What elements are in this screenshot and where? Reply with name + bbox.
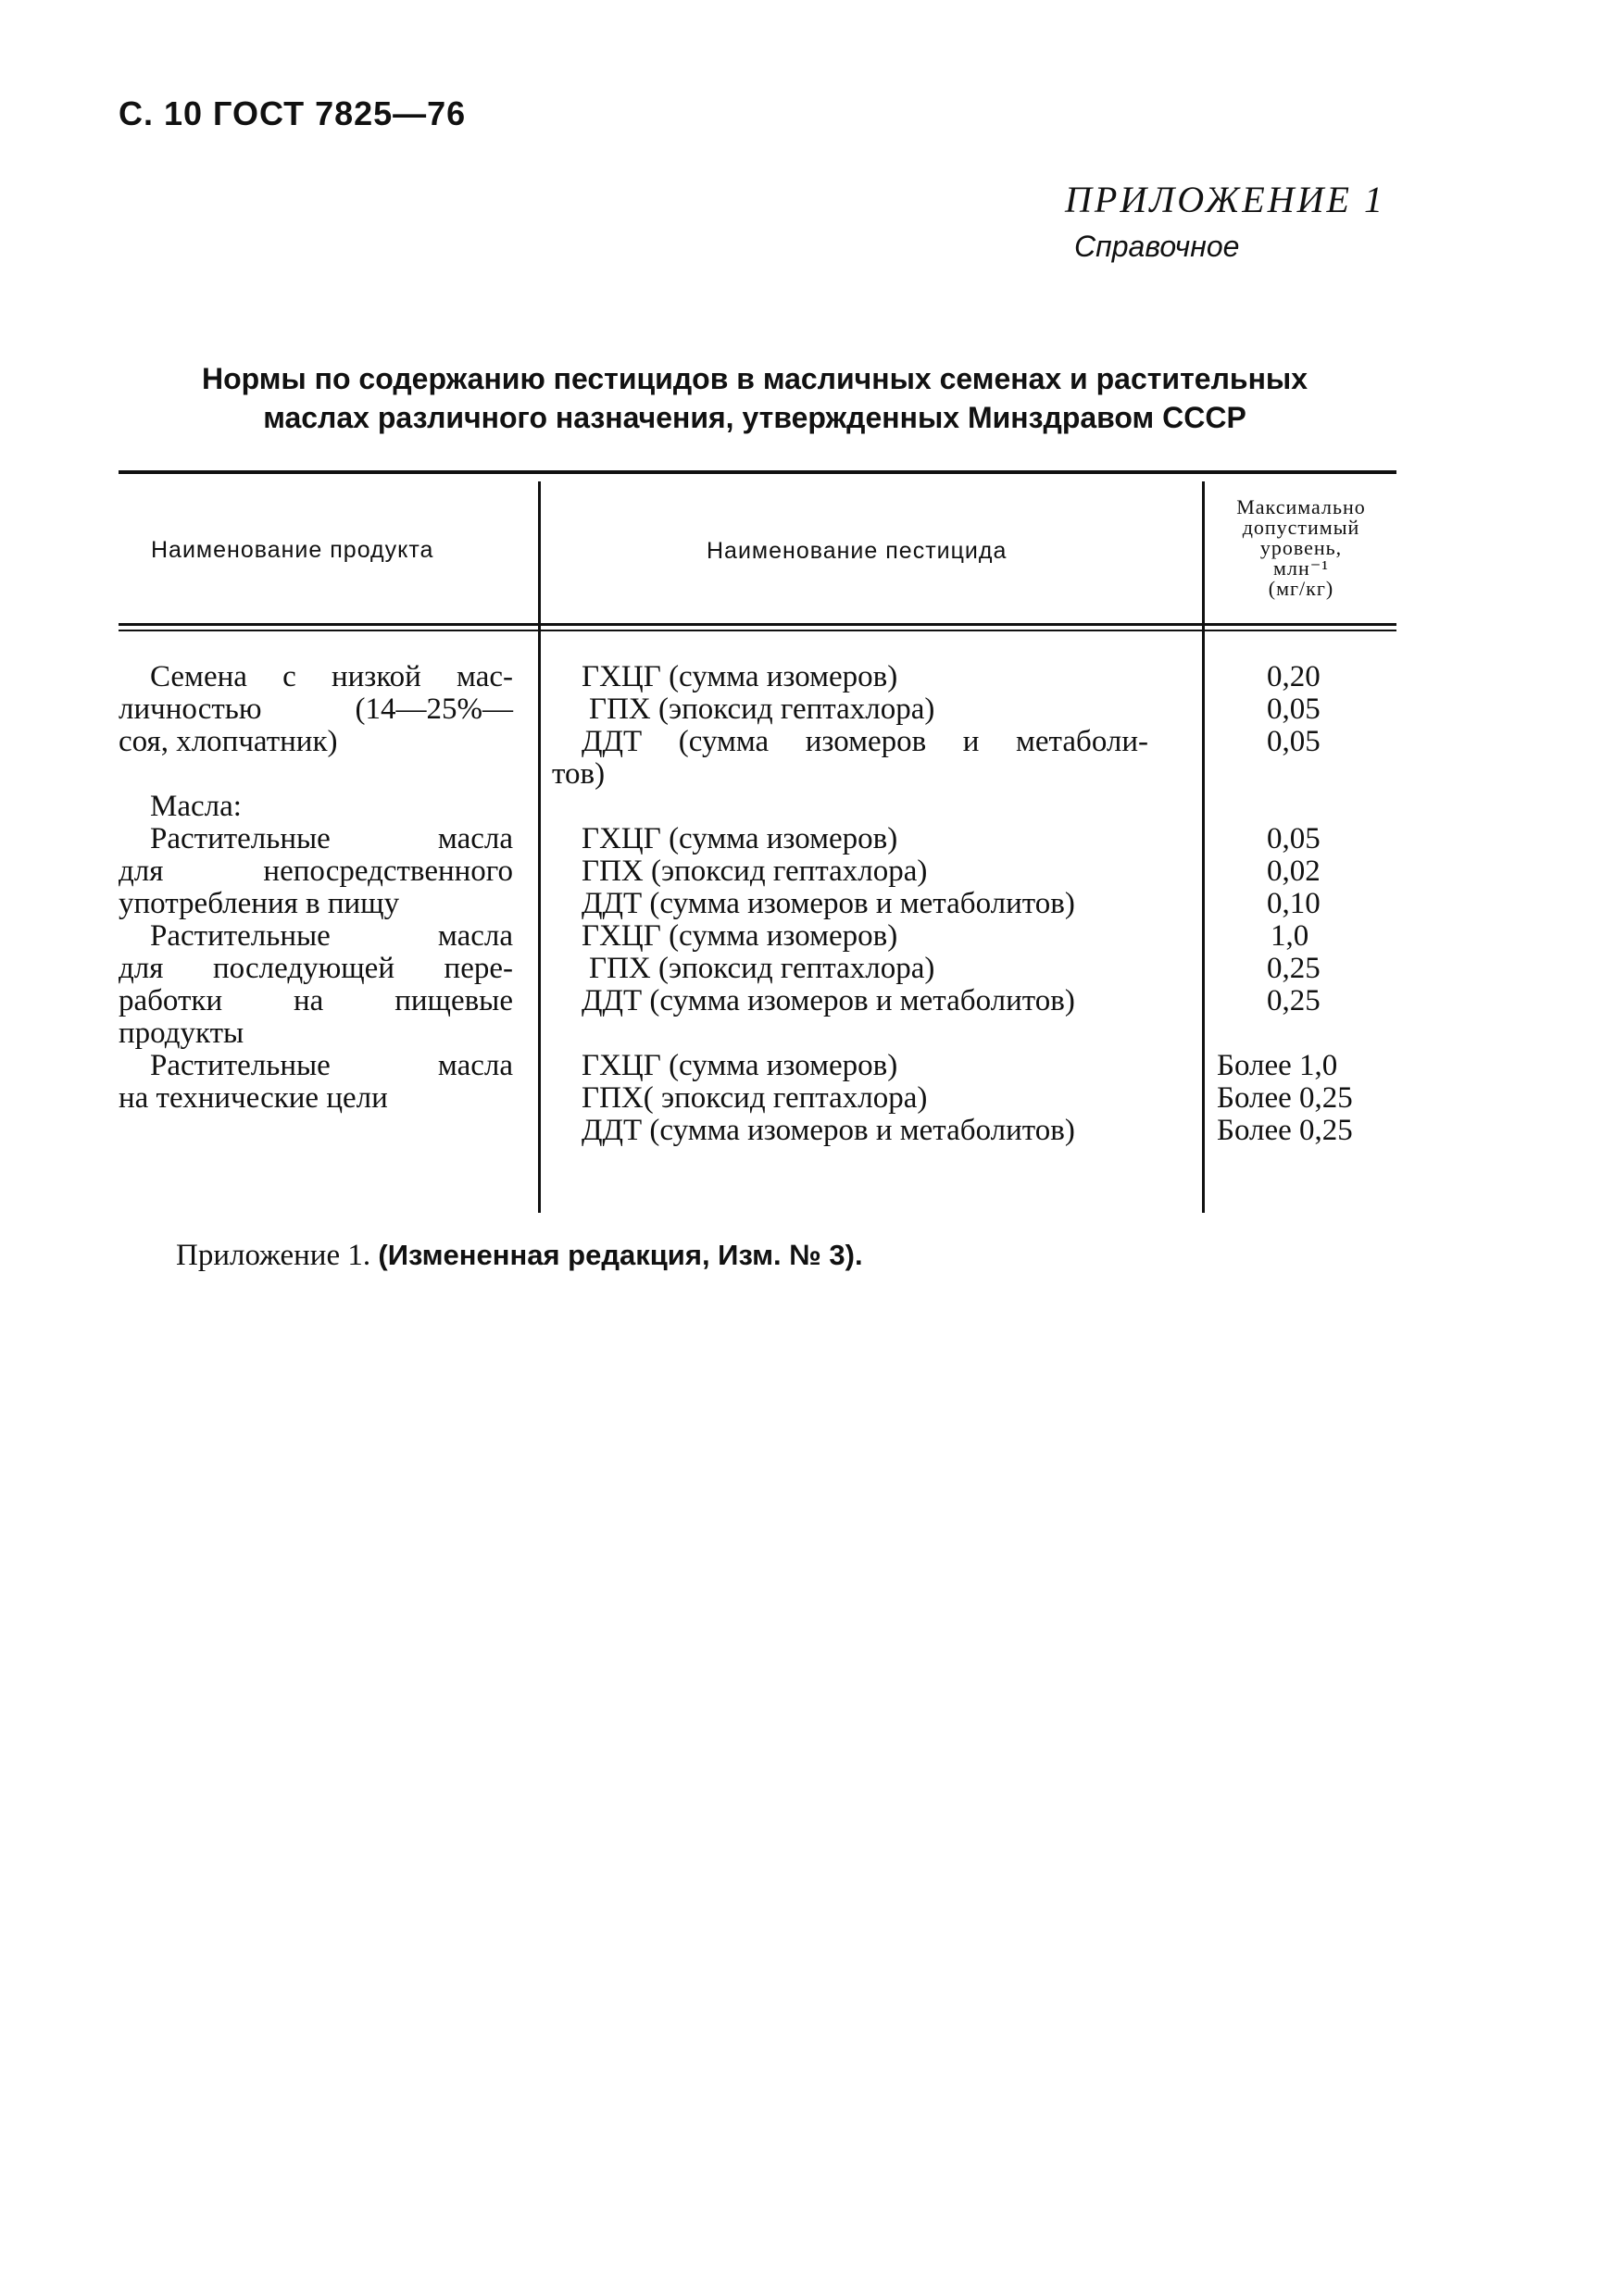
product-cell-line: Растительные масла [150,822,513,855]
value-cell: 0,02 [1267,855,1321,888]
pesticide-cell: ГПХ (эпоксид гептахлора) [589,952,935,985]
pesticide-cell-continuation: тов) [552,757,606,791]
pesticide-cell: ГХЦГ (сумма изомеров) [582,660,898,693]
document-title-line: маслах различного назначения, утвержденных Минздравом СССР [263,401,1246,434]
product-cell-line: для непосредственного [119,855,513,888]
value-cell: 0,05 [1267,822,1321,855]
value-cell: 0,05 [1267,725,1321,758]
pesticide-cell: ДДТ (сумма изомеров и метаболитов) [582,887,1075,920]
header-bottom-rule-2 [119,630,1396,631]
value-cell: 0,10 [1267,887,1321,920]
value-cell: 1,0 [1271,919,1309,953]
pesticide-cell: ДДТ (сумма изомеров и метаболитов) [582,1114,1075,1147]
header-max-level: Максимально допустимый уровень, млн⁻¹ (мг/кг) [1236,495,1366,600]
product-cell-line: работки на пищевые [119,984,513,1017]
value-cell: 0,25 [1267,952,1321,985]
value-cell: Более 0,25 [1217,1114,1353,1147]
document-title [139,359,1371,437]
column-divider-2 [1202,481,1205,1213]
pesticide-cell: ГПХ( эпоксид гептахлора) [582,1081,928,1115]
product-cell-line: Растительные масла [150,919,513,953]
table-top-rule [119,470,1396,474]
value-cell: 0,25 [1267,984,1321,1017]
value-cell: Более 1,0 [1217,1049,1338,1082]
pesticide-cell: ДДТ (сумма изомеров и метаболитов) [582,984,1075,1017]
pesticide-cell: ГПХ (эпоксид гептахлора) [582,855,928,888]
pesticide-cell: ГХЦГ (сумма изомеров) [582,919,898,953]
product-cell-line: соя, хлопчатник) [119,725,338,758]
product-cell-line: Семена с низкой мас- [150,660,513,693]
amendment-note [176,1239,863,1273]
value-cell: 0,05 [1267,693,1321,726]
header-bottom-rule [119,623,1396,626]
pesticide-cell: ГПХ (эпоксид гептахлора) [589,693,935,726]
product-cell-line: Растительные масла [150,1049,513,1082]
product-cell-line: для последующей пере- [119,952,513,985]
product-cell-line: продукты [119,1017,244,1050]
pesticide-cell: ГХЦГ (сумма изомеров) [582,1049,898,1082]
header-product: Наименование продукта [151,537,434,563]
product-cell-line: на технические цели [119,1081,388,1115]
value-cell: Более 0,25 [1217,1081,1353,1115]
amendment-note-text: (Измененная редакция, Изм. № 3). [378,1239,863,1271]
appendix-title: ПРИЛОЖЕНИЕ 1 [1065,179,1385,220]
column-divider-1 [538,481,541,1213]
product-cell-line: личностью (14—25%— [119,693,513,726]
product-cell-line: употребления в пищу [119,887,400,920]
header-pesticide: Наименование пестицида [707,538,1008,564]
pesticide-cell: ГХЦГ (сумма изомеров) [582,822,898,855]
amendment-note-prefix: Приложение 1. [176,1239,371,1272]
appendix-subtitle: Справочное [1074,230,1240,263]
section-label: Масла: [150,790,242,823]
value-cell: 0,20 [1267,660,1321,693]
pesticide-cell: ДДТ (сумма изомеров и метаболи- [582,725,1148,758]
document-title-line: Нормы по содержанию пестицидов в масличных семенах и растительных [201,362,1308,395]
page-header: С. 10 ГОСТ 7825—76 [119,94,467,132]
